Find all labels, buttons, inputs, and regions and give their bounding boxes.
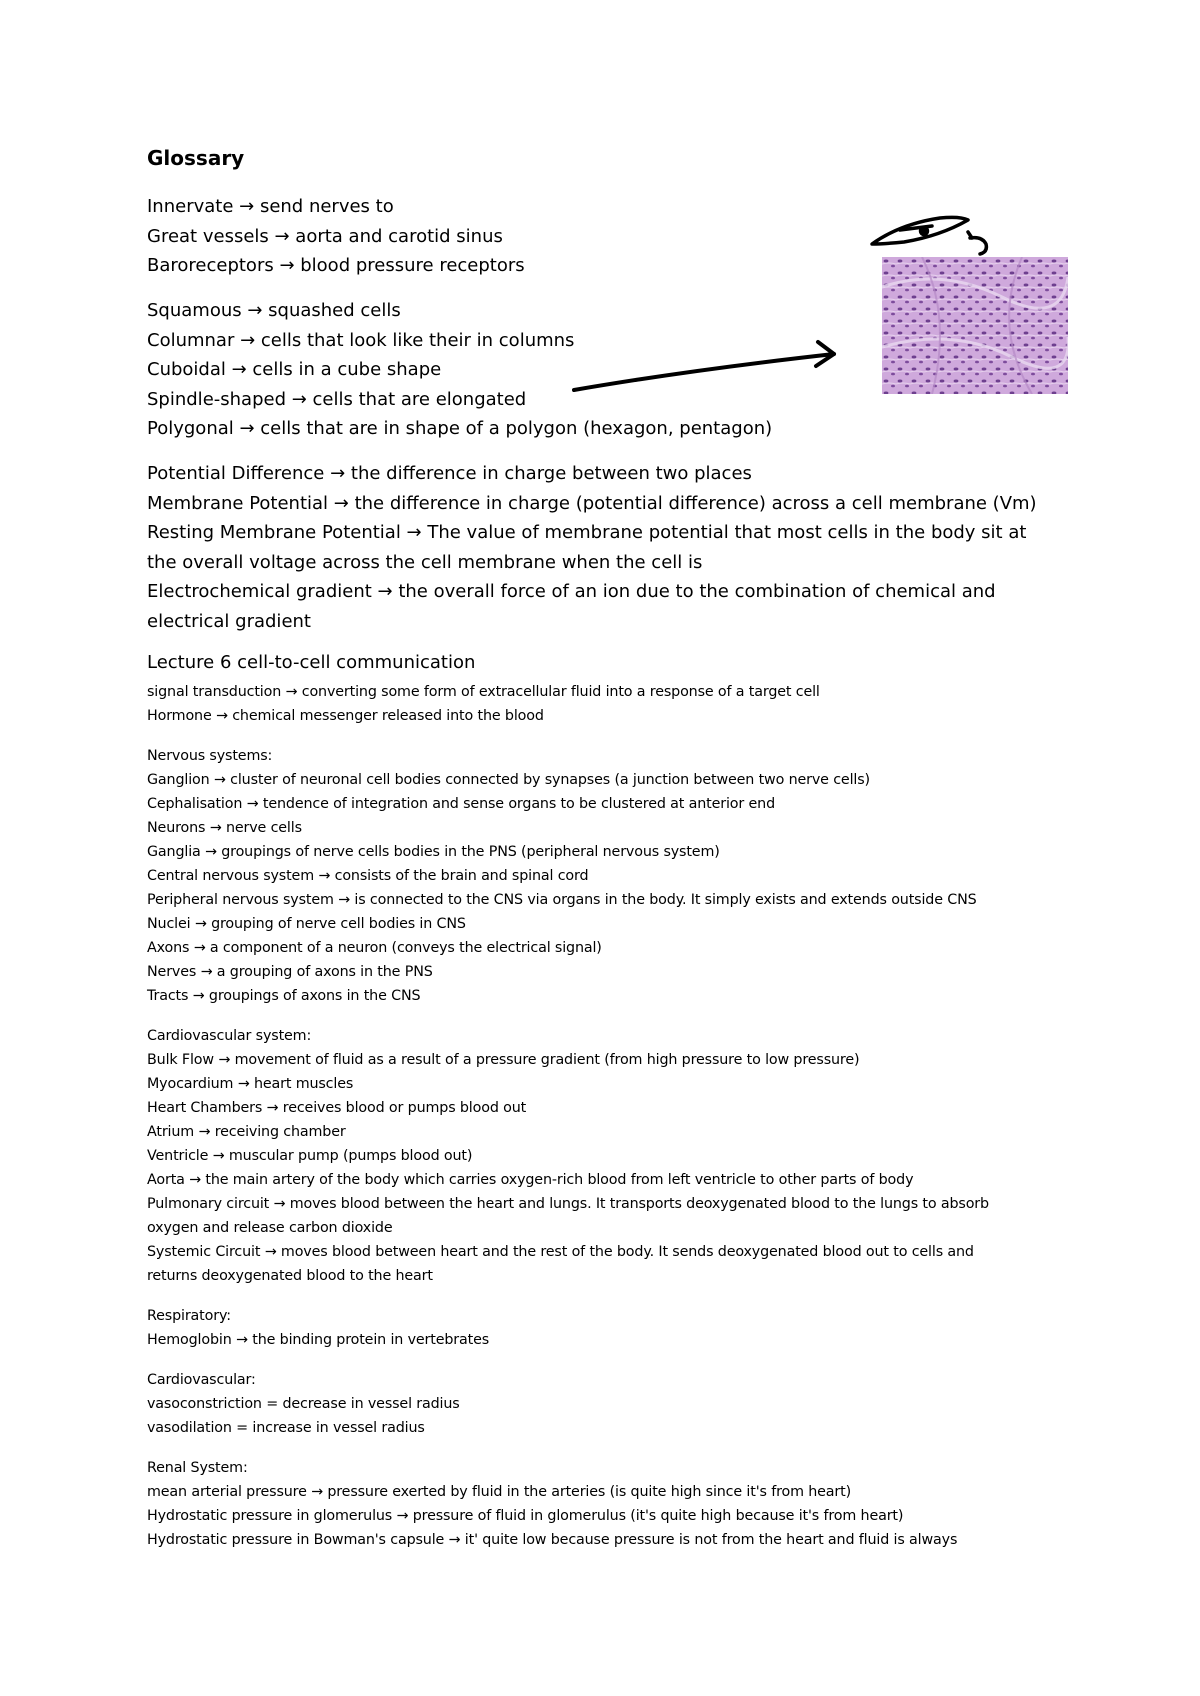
glossary-entry: Spindle-shaped → cells that are elongated — [147, 388, 527, 410]
glossary-entry: Axons → a component of a neuron (conveys the electrical signal) — [147, 940, 602, 956]
glossary-entry: vasodilation = increase in vessel radius — [147, 1420, 425, 1436]
glossary-entry: Bulk Flow → movement of fluid as a result of a pressure gradient (from high pressure to low pressure) — [147, 1052, 860, 1068]
glossary-entry: vasoconstriction = decrease in vessel radius — [147, 1396, 460, 1412]
glossary-entry: Atrium → receiving chamber — [147, 1124, 346, 1140]
glossary-entry: Pulmonary circuit → moves blood between the heart and lungs. It transports deoxygenated blood to the lungs to absorb — [147, 1196, 989, 1212]
glossary-entry: Nerves → a grouping of axons in the PNS — [147, 964, 433, 980]
glossary-entry: Heart Chambers → receives blood or pumps blood out — [147, 1100, 527, 1116]
glossary-entry: Nuclei → grouping of nerve cell bodies in CNS — [147, 916, 466, 932]
section-heading: Renal System: — [147, 1460, 248, 1476]
glossary-entry: Aorta → the main artery of the body which carries oxygen-rich blood from left ventricle to other parts of body — [147, 1172, 914, 1188]
glossary-entry: Hemoglobin → the binding protein in vertebrates — [147, 1332, 490, 1348]
glossary-entry: Cephalisation → tendence of integration and sense organs to be clustered at anterior end — [147, 796, 776, 812]
glossary-entry: Systemic Circuit → moves blood between heart and the rest of the body. It sends deoxygenated blood out to cells and — [147, 1244, 974, 1260]
glossary-entry: Neurons → nerve cells — [147, 820, 302, 836]
page-title: Glossary — [147, 146, 245, 170]
glossary-entry: Squamous → squashed cells — [147, 300, 401, 321]
section-heading: Nervous systems: — [147, 748, 273, 764]
glossary-entry: Ganglion → cluster of neuronal cell bodies connected by synapses (a junction between two nerve cells) — [147, 772, 870, 788]
glossary-entry: mean arterial pressure → pressure exerted by fluid in the arteries (is quite high since it's from heart) — [147, 1484, 852, 1500]
glossary-entry: Potential Difference → the difference in charge between two places — [147, 463, 752, 484]
glossary-entry: Tracts → groupings of axons in the CNS — [147, 988, 421, 1004]
glossary-entry: Hormone → chemical messenger released into the blood — [147, 708, 544, 724]
glossary-entry: Myocardium → heart muscles — [147, 1076, 354, 1092]
glossary-entry: Hydrostatic pressure in Bowman's capsule → it' quite low because pressure is not from the heart and fluid is always — [147, 1532, 958, 1548]
glossary-entry: signal transduction → converting some form of extracellular fluid into a response of a target cell — [147, 684, 820, 700]
glossary-entry: Hydrostatic pressure in glomerulus → pressure of fluid in glomerulus (it's quite high because it's from heart) — [147, 1508, 904, 1524]
glossary-entry: Innervate → send nerves to — [147, 196, 394, 217]
spindle-cell-sketch — [872, 217, 986, 254]
glossary-entry: Membrane Potential → the difference in charge (potential difference) across a cell membrane (Vm) — [147, 492, 1037, 514]
hand-drawn-arrow — [574, 342, 834, 390]
section-heading: Respiratory: — [147, 1308, 231, 1324]
glossary-entry: Peripheral nervous system → is connected to the CNS via organs in the body. It simply exists and extends outside CNS — [147, 892, 977, 908]
section-heading: Cardiovascular: — [147, 1372, 256, 1388]
glossary-entry: returns deoxygenated blood to the heart — [147, 1268, 433, 1284]
glossary-entry: Great vessels → aorta and carotid sinus — [147, 225, 503, 247]
glossary-entry: electrical gradient — [147, 610, 311, 632]
glossary-entry: Central nervous system → consists of the brain and spinal cord — [147, 868, 589, 884]
glossary-entry: the overall voltage across the cell membrane when the cell is — [147, 551, 703, 573]
glossary-entry: Electrochemical gradient → the overall force of an ion due to the combination of chemical and — [147, 581, 996, 603]
glossary-entry: oxygen and release carbon dioxide — [147, 1220, 393, 1236]
glossary-entry: Baroreceptors → blood pressure receptors — [147, 255, 525, 277]
glossary-entry: Cuboidal → cells in a cube shape — [147, 359, 442, 381]
glossary-entry: Resting Membrane Potential → The value of membrane potential that most cells in the body sit at — [147, 522, 1027, 544]
section-heading: Cardiovascular system: — [147, 1028, 312, 1044]
glossary-entry: Ventricle → muscular pump (pumps blood out) — [147, 1148, 473, 1164]
glossary-entry: Columnar → cells that look like their in columns — [147, 329, 575, 351]
glossary-entry: Polygonal → cells that are in shape of a polygon (hexagon, pentagon) — [147, 418, 773, 440]
lecture-heading: Lecture 6 cell-to-cell communication — [147, 652, 476, 673]
glossary-entry: Ganglia → groupings of nerve cells bodies in the PNS (peripheral nervous system) — [147, 844, 720, 860]
